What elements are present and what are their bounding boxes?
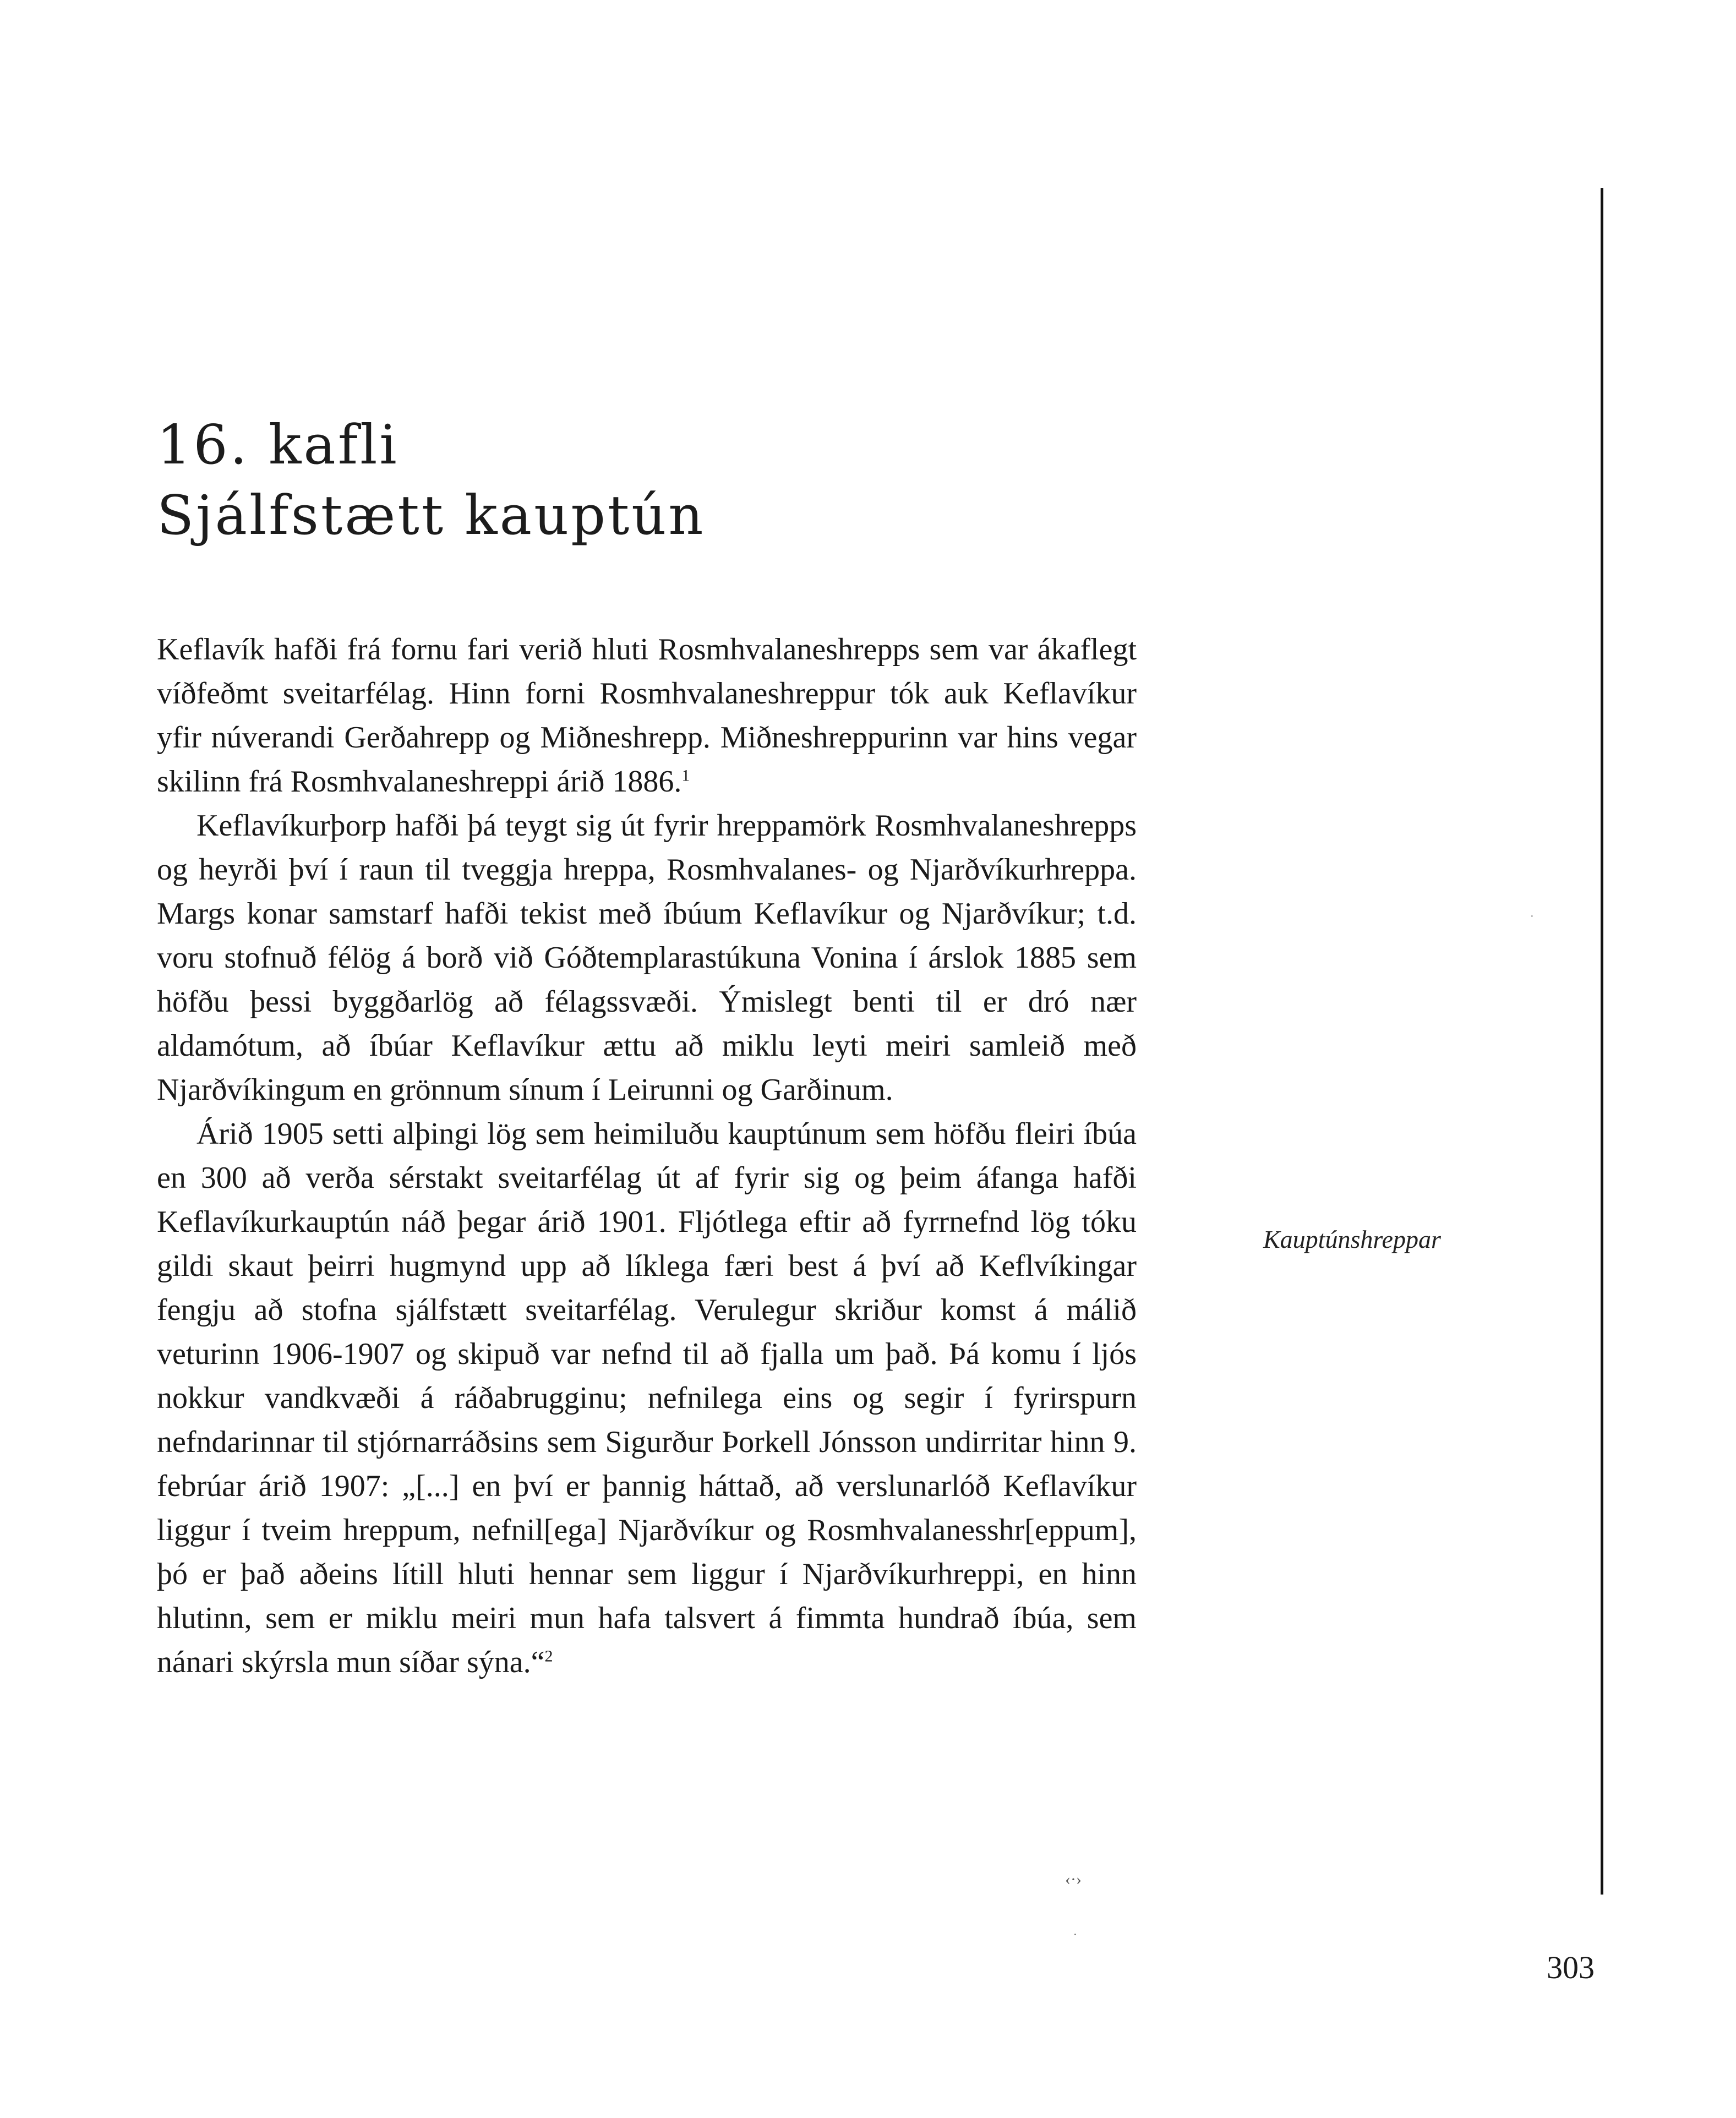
paragraph-3-text: Árið 1905 setti alþingi lög sem heimiluðu kauptúnum sem höfðu fleiri íbúa en 300 að verða sérstakt sveitarfélag út af fyrir sig og þeim áfanga hafði Keflavíkurkauptún náð þegar árið 1901. Fljótlega eftir að fyrrnefnd lög tóku gildi skaut þeirri hugmynd upp að líklega færi best á því að Keflvíkingar fengju að stofna sjálfstætt sveitarfélag. Verulegur skriður komst á málið veturinn 1906-1907 og skipuð var nefnd til að fjalla um það. Þá komu í ljós nokkur vandkvæði á ráðabrugginu; nefnilega eins og segir í fyrirspurn nefndarinnar til stjórnarráðsins sem Sigurður Þorkell Jónsson undirritar hinn 9. febrúar árið 1907: „[...] en því er þannig háttað, að verslunarlóð Keflavíkur liggur í tveim hreppum, nefnil[ega] Njarðvíkur og Rosmhvalanesshr[eppum], þó er það aðeins lítill hluti hennar sem liggur í Njarðvíkurhreppi, en hinn hlutinn, sem er miklu meiri mun hafa talsvert á fimmta hundrað íbúa, sem nánari skýrsla mun síðar sýna.“ [157, 1117, 1137, 1679]
paragraph-1 [157, 627, 1137, 804]
paragraph-2 [157, 804, 1137, 1112]
footnote-ref-2: 2 [544, 1647, 553, 1666]
chapter-title: Sjálfstætt kauptún [157, 484, 706, 547]
margin-note: Kauptúnshreppar [1263, 1225, 1441, 1253]
paragraph-1-text: Keflavík hafði frá fornu fari verið hluti Rosmhvalaneshrepps sem var ákaflegt víðfeðmt sveitarfélag. Hinn forni Rosmhvalaneshreppur tók auk Keflavíkur yfir núverandi Gerðahrepp og Miðneshrepp. Miðneshreppurinn var hins vegar skilinn frá Rosmhvalaneshreppi árið 1886. [157, 632, 1137, 799]
scan-speck: · [1073, 1929, 1077, 1941]
chapter-number: 16. kafli [157, 414, 399, 477]
margin-rule [1601, 188, 1603, 1895]
paragraph-2-text: Keflavíkurþorp hafði þá teygt sig út fyrir hreppamörk Rosmhvalaneshrepps og heyrði því í raun til tveggja hreppa, Rosmhvalanes- og Njarðvíkurhreppa. Margs konar samstarf hafði tekist með íbúum Keflavíkur og Njarðvíkur; t.d. voru stofnuð félög á borð við Góðtemplarastúkuna Vonina í árslok 1885 sem höfðu þessi byggðarlög að félagssvæði. Ýmislegt benti til er dró nær aldamótum, að íbúar Keflavíkur ættu að miklu leyti meiri samleið með Njarðvíkingum en grönnum sínum í Leirunni og Garðinum. [157, 809, 1137, 1107]
body-text [157, 627, 1137, 1684]
paragraph-3 [157, 1112, 1137, 1684]
chapter-heading [157, 410, 706, 551]
page-number: 303 [1547, 1950, 1595, 1985]
scan-speck: ‹·› [1065, 1870, 1082, 1888]
footnote-ref-1: 1 [681, 766, 690, 785]
scan-speck: · [1530, 910, 1534, 922]
